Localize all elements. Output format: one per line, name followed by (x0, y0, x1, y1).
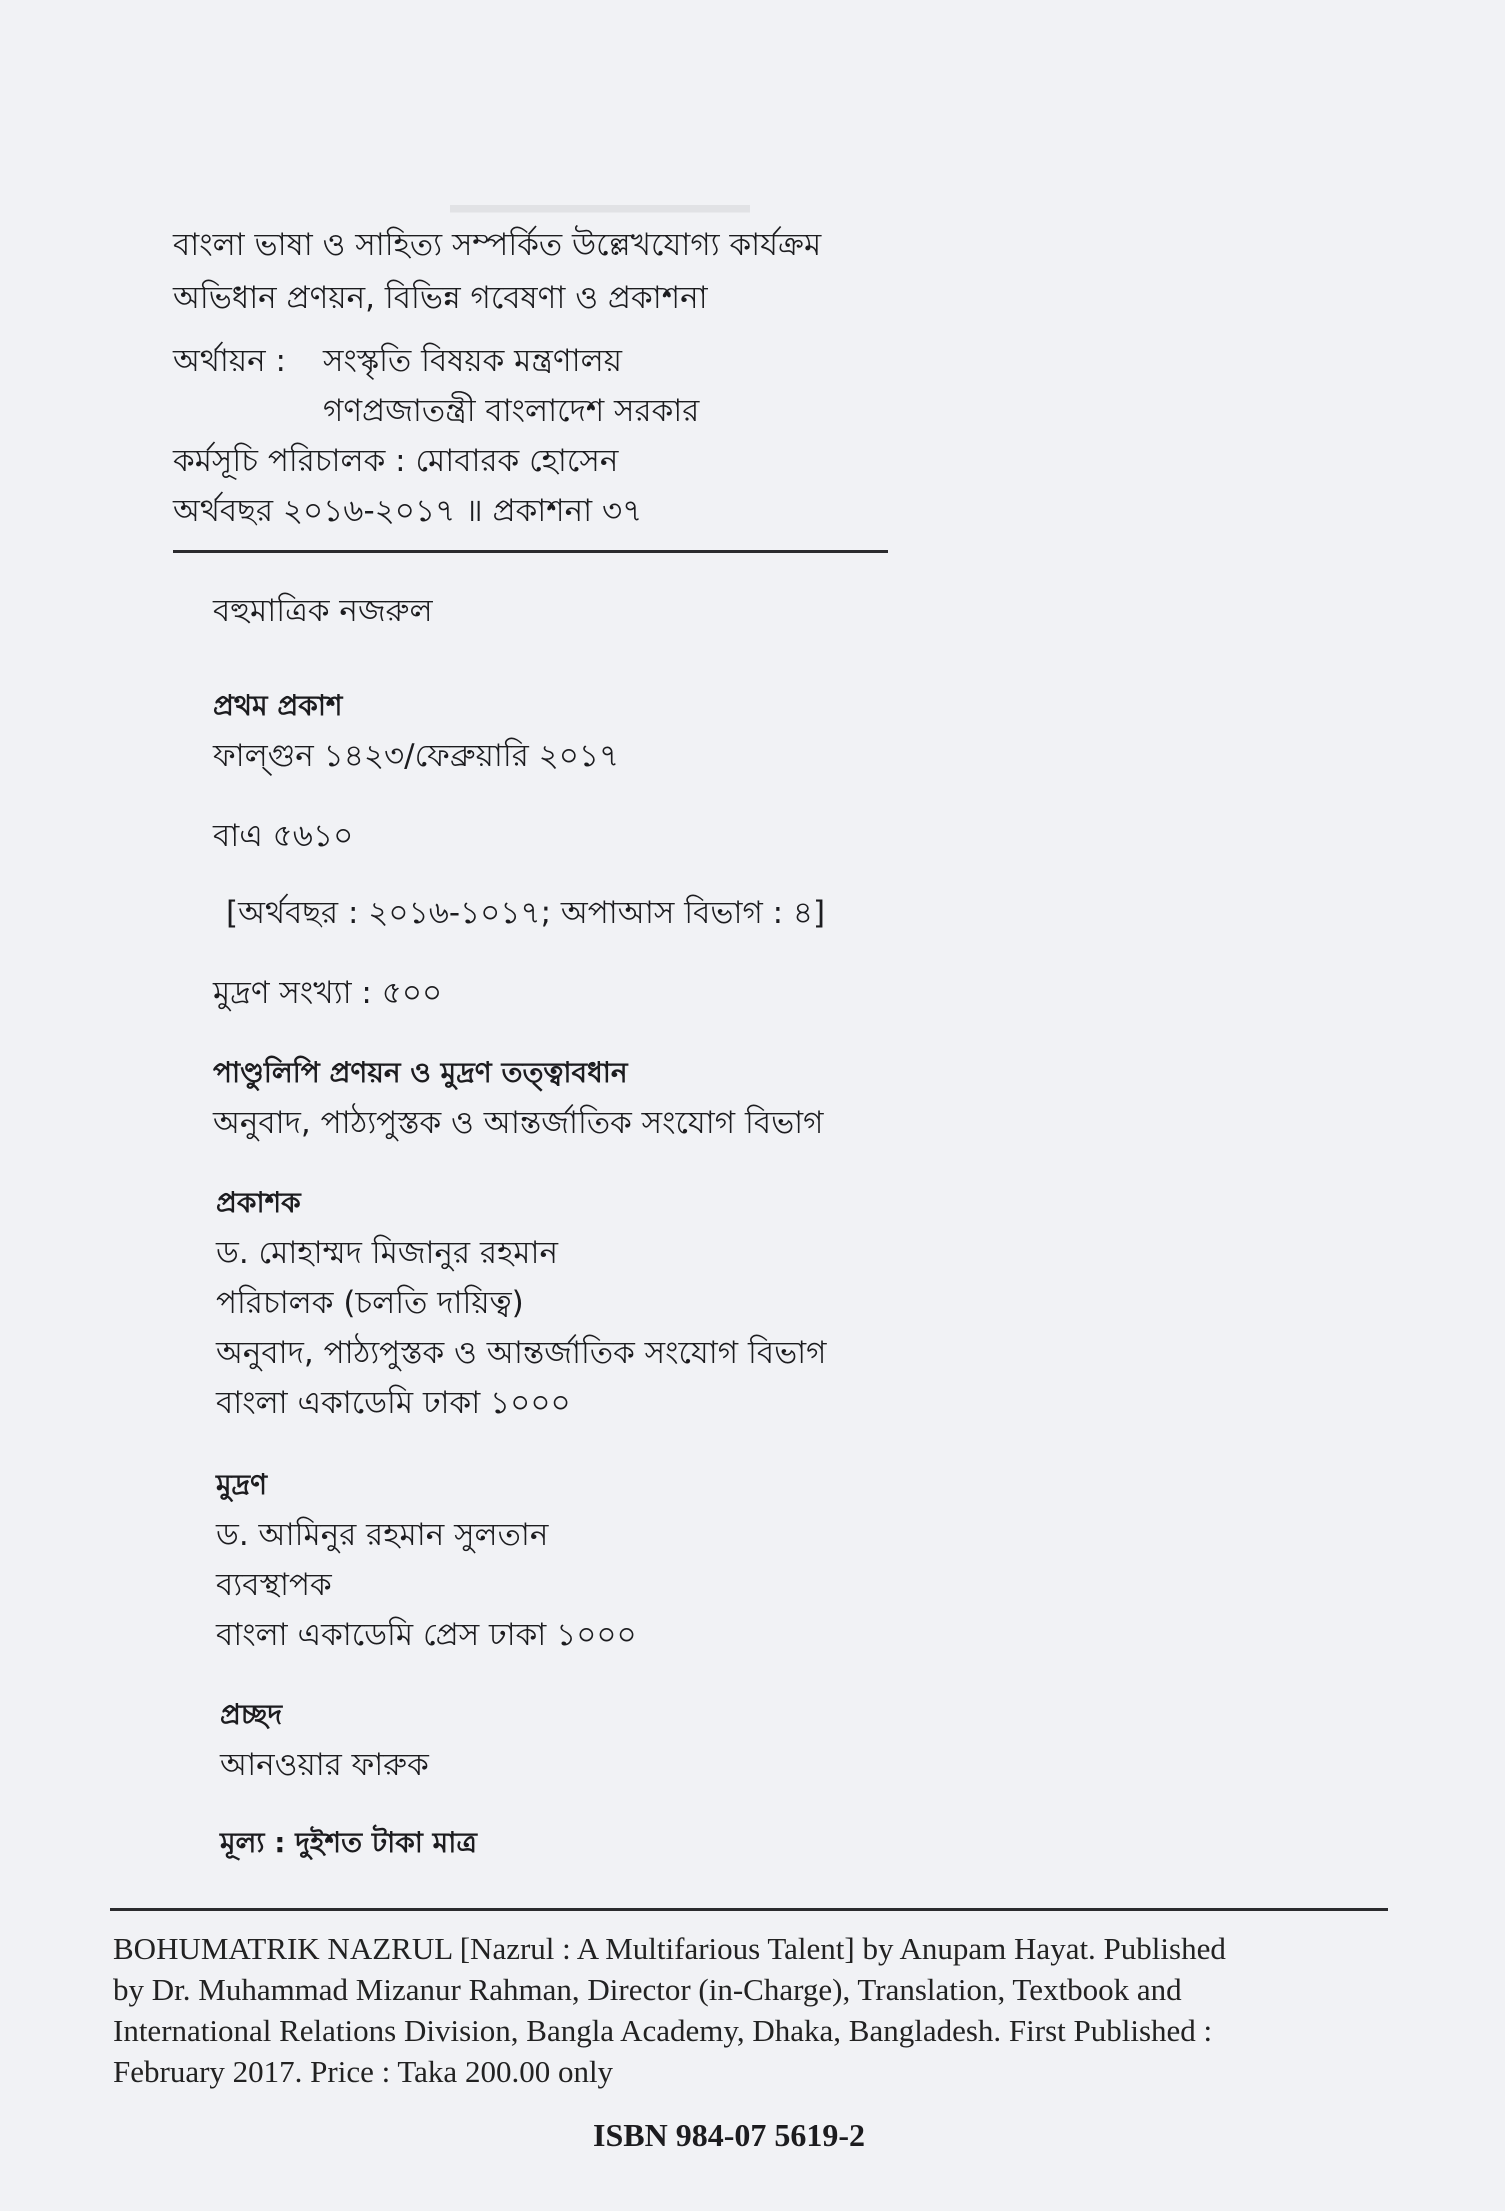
catalog-number: বাএ ৫৬১০ (213, 818, 354, 854)
price: মূল্য : দুইশত টাকা মাত্র (220, 1826, 477, 1859)
first-publication-date: ফাল্গুন ১৪২৩/ফেব্রুয়ারি ২০১৭ (213, 738, 620, 774)
printer-role: ব্যবস্থাপক (216, 1567, 332, 1603)
publisher-name: ড. মোহাম্মদ মিজানুর রহমান (216, 1235, 558, 1271)
book-title: বহুমাত্রিক নজরুল (213, 593, 433, 629)
cover-heading: প্রচ্ছদ (220, 1698, 283, 1731)
program-director: কর্মসূচি পরিচালক : মোবারক হোসেন (173, 443, 619, 479)
manuscript-heading: পাণ্ডুলিপি প্রণয়ন ও মুদ্রণ তত্ত্বাবধান (213, 1056, 628, 1089)
cover-artist: আনওয়ার ফারুক (220, 1747, 429, 1783)
fiscal-note: [অর্থবছর : ২০১৬-১০১৭; অপাআস বিভাগ : ৪] (226, 895, 826, 931)
english-line-3: International Relations Division, Bangla Academy, Dhaka, Bangladesh. First Published : (113, 2013, 1213, 2048)
footer-divider (110, 1908, 1388, 1911)
first-publication-heading: প্রথম প্রকাশ (213, 689, 343, 722)
funding-government: গণপ্রজাতন্ত্রী বাংলাদেশ সরকার (323, 393, 700, 429)
printer-address: বাংলা একাডেমি প্রেস ঢাকা ১০০০ (216, 1617, 637, 1653)
manuscript-department: অনুবাদ, পাঠ্যপুস্তক ও আন্তর্জাতিক সংযোগ বিভাগ (213, 1105, 824, 1141)
printing-heading: মুদ্রণ (216, 1468, 268, 1501)
publisher-heading: প্রকাশক (216, 1186, 301, 1219)
funding-ministry: সংস্কৃতি বিষয়ক মন্ত্রণালয় (323, 343, 622, 379)
show-through-text: ――――― (450, 170, 750, 240)
program-line-2: অভিধান প্রণয়ন, বিভিন্ন গবেষণা ও প্রকাশনা (173, 280, 708, 316)
english-line-4: February 2017. Price : Taka 200.00 only (113, 2054, 614, 2089)
publisher-department: অনুবাদ, পাঠ্যপুস্তক ও আন্তর্জাতিক সংযোগ বিভাগ (216, 1335, 827, 1371)
publisher-role: পরিচালক (চলতি দায়িত্ব) (216, 1285, 524, 1321)
english-line-2: by Dr. Muhammad Mizanur Rahman, Director (in-Charge), Translation, Textbook and (113, 1972, 1182, 2007)
printer-name: ড. আমিনুর রহমান সুলতান (216, 1517, 549, 1553)
funding-label: অর্থায়ন : (173, 343, 286, 379)
program-line-1: বাংলা ভাষা ও সাহিত্য সম্পর্কিত উল্লেখযোগ্য কার্যক্রম (173, 227, 822, 263)
fiscal-publication: অর্থবছর ২০১৬-২০১৭ ॥ প্রকাশনা ৩৭ (173, 493, 643, 529)
english-line-1: BOHUMATRIK NAZRUL [Nazrul : A Multifarious Talent] by Anupam Hayat. Published (113, 1931, 1226, 1966)
print-run: মুদ্রণ সংখ্যা : ৫০০ (213, 975, 443, 1011)
publisher-address: বাংলা একাডেমি ঢাকা ১০০০ (216, 1385, 571, 1421)
header-divider (173, 550, 888, 553)
isbn: ISBN 984-07 5619-2 (593, 2117, 866, 2153)
english-colophon (113, 1928, 1393, 2092)
